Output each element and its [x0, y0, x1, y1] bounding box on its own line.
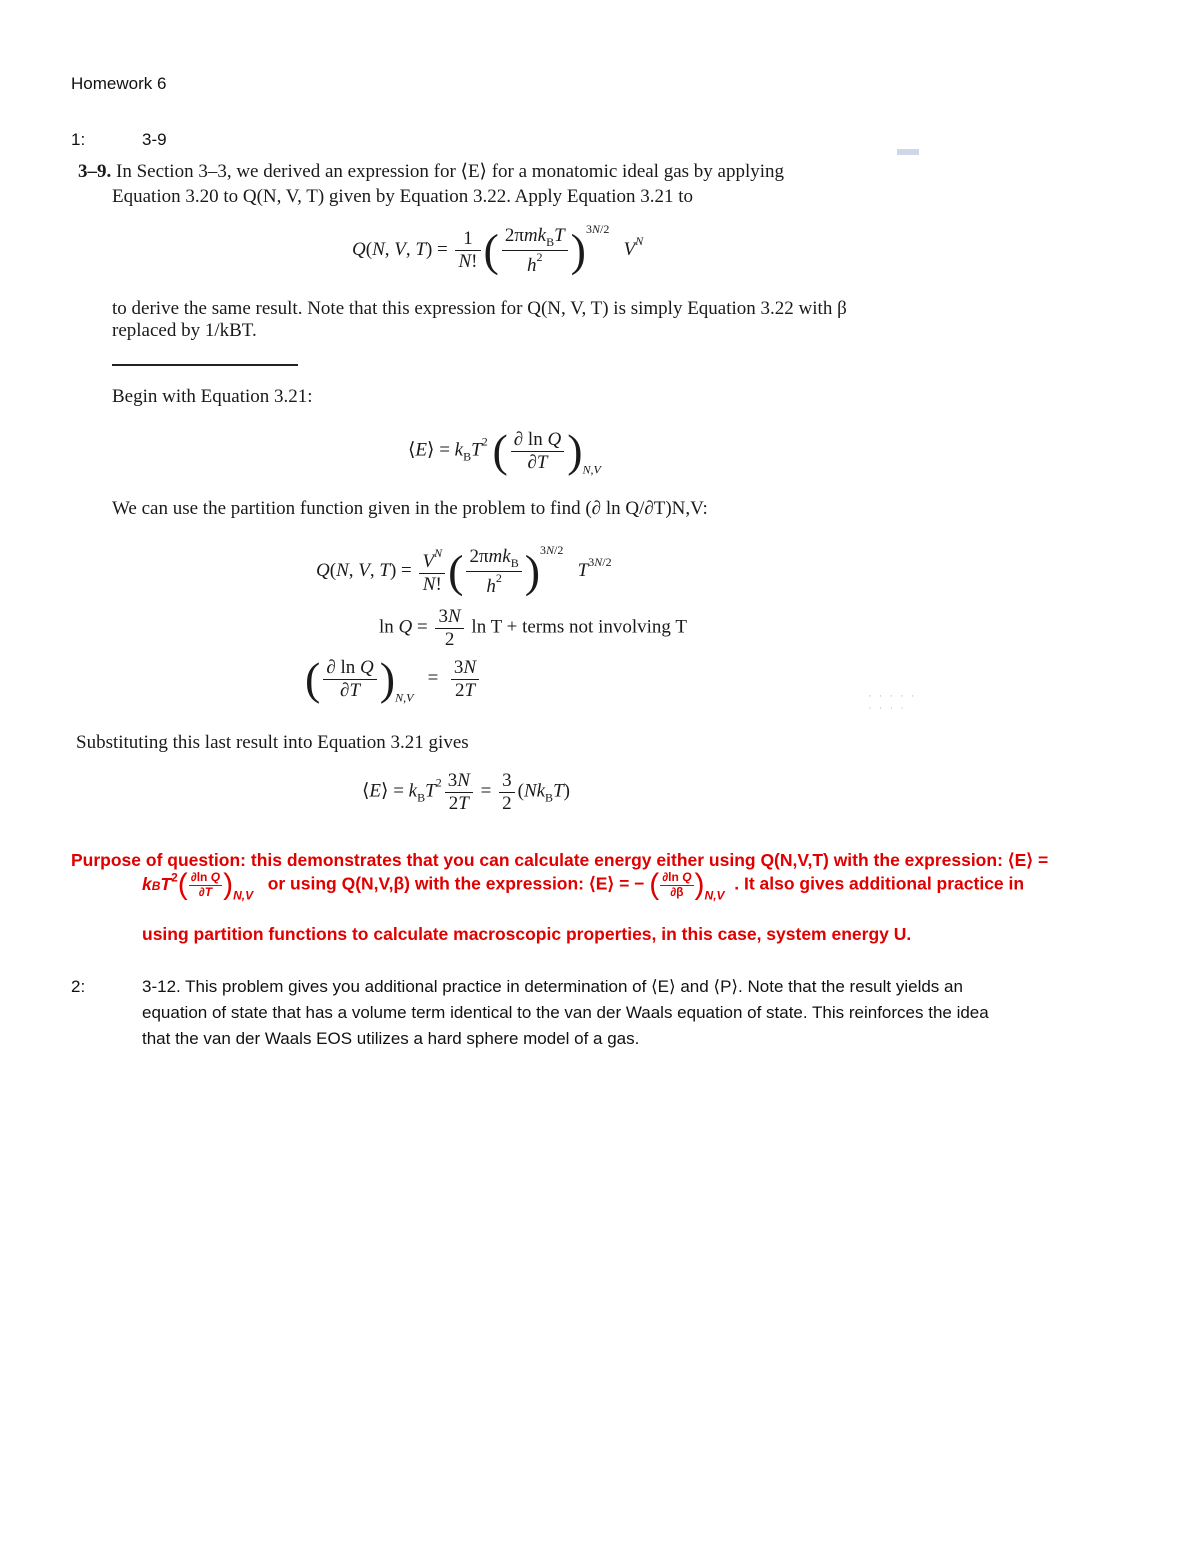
- question-2-line-3: that the van der Waals EOS utilizes a hard sphere model of a gas.: [142, 1029, 640, 1048]
- equation-lnQ: ln Q = $\frac{3N}{2}$ ln T + terms not involving T: [379, 606, 687, 650]
- question-2-line-2: equation of state that has a volume term identical to the van der Waals equation of state. This reinforces the idea: [142, 1003, 989, 1022]
- terms-not-involving-text: ln T + terms not involving T: [471, 616, 687, 638]
- purpose-line-2-b: . It also gives additional practice in: [734, 873, 1025, 894]
- equation-result: ⟨E⟩ = $k_BT^2$ $\frac{3N}{2T}$ = $\frac{3}{2}$ $(Nk_BT)$: [362, 770, 570, 814]
- equation-Q-expanded: Q(N, V, T) = $\frac{V^N}{N!}$ ( $\frac{2\pi mk_B}{h^2}$ )$^{3N/2}$ $T^{3N/2}$: [316, 543, 612, 597]
- equation-derivative: ( $\frac{\text{∂ ln Q}}{\partial T}$ )$_{N,V}$ = $\frac{3N}{2T}$: [305, 656, 482, 705]
- purpose-line-2: kBT$^2$( $\frac{\text{∂ln Q}}{\partial T}$ )$_{N,V}$ or using Q(N,V,β) with the expression: ⟨E⟩ = − ( $\frac{\text{∂ln Q}}{\partial\beta}$ )$_{N,V}$ . It also gives additional practice in: [142, 868, 1025, 903]
- problem-line-2: Equation 3.20 to Q(N, V, T) given by Equation 3.22. Apply Equation 3.21 to: [112, 186, 694, 207]
- scan-artifact-specks: · · · · · · · · ·: [868, 690, 917, 714]
- purpose-line-1: Purpose of question: this demonstrates that you can calculate energy either using Q(N,V,T) with the expression: ⟨E⟩ =: [71, 850, 1049, 870]
- problem-label: 3–9.: [78, 161, 112, 182]
- scan-artifact: [897, 149, 919, 155]
- separator-line: [112, 364, 298, 366]
- begin-text: Begin with Equation 3.21:: [112, 386, 313, 407]
- substituting-text: Substituting this last result into Equation 3.21 gives: [76, 732, 469, 753]
- equation-3-21: ⟨E⟩ = $k_BT^2$ ( $\frac{\text{∂ ln Q}}{\partial T}$ )$_{N,V}$: [408, 425, 601, 477]
- problem-line-1: [78, 160, 784, 183]
- equation-partition-function: Q(N, V, T) = $\frac{1}{N!}$ ( $\frac{2\pi mk_BT}{h^2}$ )$^{3N/2}$ $V^N$: [352, 222, 644, 276]
- problem-line-3: to derive the same result. Note that this expression for Q(N, V, T) is simply Equation 3.22 with β: [112, 298, 847, 319]
- question-1-ref: 3-9: [142, 130, 167, 149]
- purpose-line-2-a: or using Q(N,V,β) with the expression: ⟨E⟩ = −: [267, 873, 645, 894]
- purpose-line-3: using partition functions to calculate macroscopic properties, in this case, system energy U.: [142, 924, 912, 944]
- use-partition-function-text: We can use the partition function given in the problem to find (∂ ln Q/∂T)N,V:: [112, 498, 708, 519]
- problem-text-1: In Section 3–3, we derived an expression for ⟨E⟩ for a monatomic ideal gas by applying: [116, 161, 785, 182]
- page-title: Homework 6: [71, 74, 167, 93]
- problem-line-4: replaced by 1/kBT.: [112, 320, 257, 341]
- question-2-number: 2:: [71, 977, 86, 996]
- question-2-line-1: 3-12. This problem gives you additional practice in determination of ⟨E⟩ and ⟨P⟩. Note that the result yields an: [142, 977, 963, 996]
- question-1-number: 1:: [71, 130, 86, 149]
